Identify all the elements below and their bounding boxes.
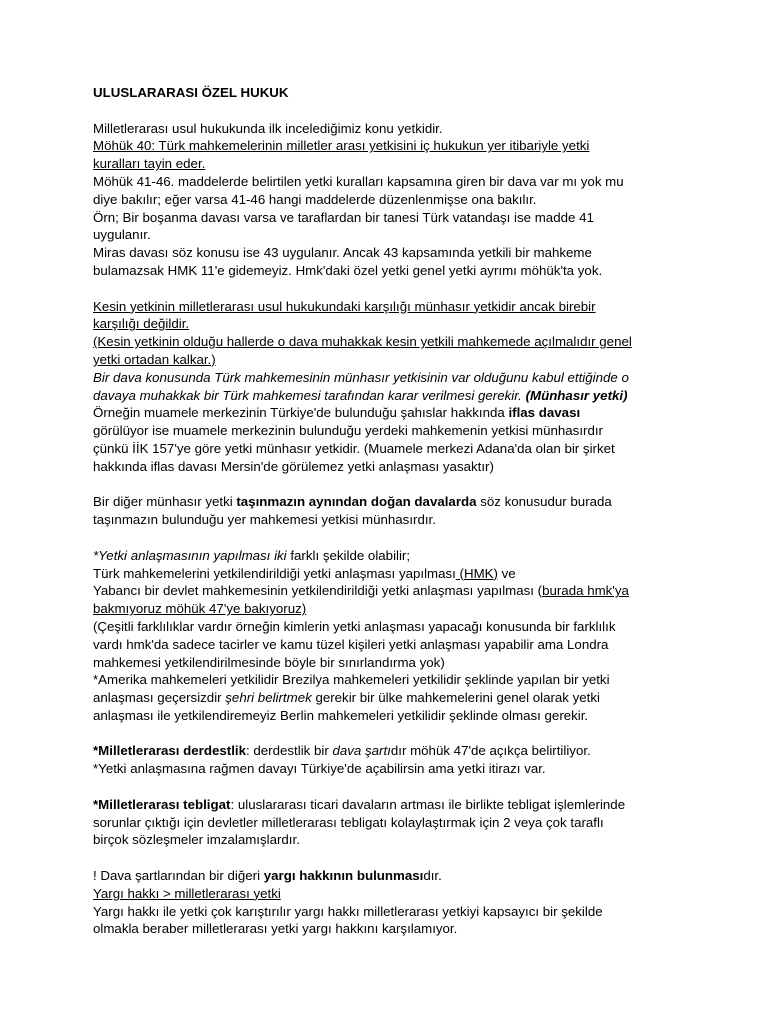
text-line	[93, 689, 728, 707]
text-line: birçok sözleşmeler imzalamışlardır.	[93, 832, 300, 848]
text-span: ve	[497, 565, 516, 581]
underlined-text: burada hmk'ya	[542, 583, 629, 599]
spacer	[93, 476, 728, 494]
text-span: gerekir bir ülke mahkemelerini genel olarak yetki	[311, 690, 600, 706]
text-line: sorunlar çıktığı için devletler milletlerarası tebligatı kolaylaştırmak için 2 veya çok taraflı	[93, 814, 604, 830]
italic-text: şehri belirtmek	[225, 690, 312, 706]
text-span: farklı şekilde olabilir;	[286, 547, 411, 563]
text-span: Yabancı bir devlet mahkemesinin yetkilendirildiği yetki anlaşması yapılması (	[93, 583, 543, 599]
text-line	[93, 565, 728, 583]
text-span: : derdestlik bir	[246, 743, 333, 759]
bold-text: iflas davası	[508, 405, 581, 421]
text-line: bulamazsak HMK 11'e gidemeyiz. Hmk'daki özel yetki genel yetki ayrımı möhük'ta yok.	[93, 262, 603, 278]
text-line: Yargı hakkı ile yetki çok karıştırılır yargı hakkı milletlerarası yetkiyi kapsayıcı bir şekilde	[93, 903, 603, 919]
text-line: taşınmazın bulunduğu yer mahkemesi yetkisi münhasırdır.	[93, 512, 436, 528]
text-line: Möhük 41-46. maddelerde belirtilen yetki kuralları kapsamına giren bir dava var mı yok mu	[93, 173, 624, 189]
text-line-underlined: bakmıyoruz möhük 47'ye bakıyoruz)	[93, 601, 307, 617]
text-line: *Yetki anlaşmasına rağmen davayı Türkiye'de açabilirsin ama yetki itirazı var.	[93, 761, 546, 777]
spacer	[93, 529, 728, 547]
text-line	[93, 742, 728, 760]
italic-text: davaya muhakkak bir Türk mahkemesi tarafından karar verilmesi gerekir.	[93, 387, 526, 403]
text-line: hakkında iflas davası Mersin'de görülemez yetki anlaşması yasaktır)	[93, 458, 494, 474]
paragraph-jurisdiction-intro	[93, 120, 728, 280]
paragraph-real-estate	[93, 493, 728, 529]
spacer	[93, 849, 728, 867]
paragraph-jurisdiction-agreement	[93, 547, 728, 725]
paragraph-exclusive-jurisdiction	[93, 298, 728, 476]
text-line	[93, 582, 728, 600]
text-span: dır möhük 47'de açıkça belirtiliyor.	[390, 743, 591, 759]
text-line	[93, 387, 728, 405]
spacer	[93, 280, 728, 298]
spacer	[93, 778, 728, 796]
text-line: görülüyor ise muamele merkezinin bulunduğu yerdeki mahkemenin yetkisi münhasırdır	[93, 423, 603, 439]
paragraph-service-of-process	[93, 796, 728, 849]
text-line	[93, 796, 728, 814]
text-line	[93, 547, 728, 565]
text-line-underlined: (Kesin yetkinin olduğu hallerde o dava muhakkak kesin yetkili mahkemede açılmalıdır genel	[93, 334, 632, 350]
text-line: anlaşması ile yetkilendiremeyiz Berlin mahkemeleri yetkilidir şeklinde olması gerekir.	[93, 707, 589, 723]
text-line: çünkü İİK 157'ye göre yetki münhasır yetkidir. (Muamele merkezi Adana'da olan bir şirket	[93, 440, 615, 456]
bold-text: *Milletlerarası derdestlik	[93, 743, 246, 759]
text-line-underlined: Möhük 40: Türk mahkemelerinin milletler arası yetkisini iç hukukun yer itibariyle yetki	[93, 138, 590, 154]
text-span: dır.	[423, 868, 442, 884]
text-line	[93, 493, 728, 511]
text-span: Örneğin muamele merkezinin Türkiye'de bulunduğu şahıslar hakkında	[93, 405, 509, 421]
text-line: Miras davası söz konusu ise 43 uygulanır. Ancak 43 kapsamında yetkili bir mahkeme	[93, 245, 592, 261]
italic-text: *Yetki anlaşmasının yapılması iki	[93, 547, 287, 563]
text-line: mahkemesi yetkilendirilmesinde böyle bir sınırlandırma yok)	[93, 654, 445, 670]
text-line-underlined: yetki ortadan kalkar.)	[93, 351, 216, 367]
text-span: : uluslararası ticari davaların artması ile birlikte tebligat işlemlerinde	[230, 796, 626, 812]
paragraph-lis-pendens	[93, 742, 728, 778]
text-span: anlaşması geçersizdir	[93, 690, 226, 706]
text-line-underlined: Yargı hakkı > milletlerarası yetki	[93, 885, 281, 901]
text-line-italic: Bir dava konusunda Türk mahkemesinin münhasır yetkisinin var olduğunu kabul ettiğinde o	[93, 369, 629, 385]
text-span: Bir diğer münhasır yetki	[93, 494, 237, 510]
text-line	[93, 404, 728, 422]
text-line-underlined: kuralları tayin eder.	[93, 156, 206, 172]
bold-text: taşınmazın aynından doğan davalarda	[236, 494, 477, 510]
document-title: ULUSLARARASI ÖZEL HUKUK	[93, 85, 289, 100]
text-line: Milletlerarası usul hukukunda ilk incelediğimiz konu yetkidir.	[93, 120, 443, 136]
text-line: *Amerika mahkemeleri yetkilidir Brezilya mahkemeleri yetkilidir şeklinde yapılan bir yetki	[93, 672, 610, 688]
spacer	[93, 102, 728, 120]
text-line: uygulanır.	[93, 227, 151, 243]
text-line-underlined: Kesin yetkinin milletlerarası usul hukukundaki karşılığı münhasır yetkidir ancak birebir	[93, 298, 596, 314]
paragraph-jurisdiction-right	[93, 867, 728, 938]
underlined-text: (HMK)	[455, 565, 498, 581]
bold-italic-text: (Münhasır yetki)	[525, 387, 628, 403]
text-line: diye bakılır; eğer varsa 41-46 hangi maddelerde düzenlenmişse ona bakılır.	[93, 191, 537, 207]
text-line: olmakla beraber milletlerarası yetki yargı hakkını karşılamıyor.	[93, 921, 458, 937]
text-line: Örn; Bir boşanma davası varsa ve taraflardan bir tanesi Türk vatandaşı ise madde 41	[93, 209, 594, 225]
text-span: ! Dava şartlarından bir diğeri	[93, 868, 264, 884]
text-line: (Çeşitli farklılıklar vardır örneğin kimlerin yetki anlaşması yapacağı konusunda bir farklılık	[93, 618, 616, 634]
spacer	[93, 725, 728, 743]
text-line-underlined: karşılığı değildir.	[93, 316, 190, 332]
bold-text: yargı hakkının bulunması	[263, 868, 424, 884]
bold-text: *Milletlerarası tebligat	[93, 796, 231, 812]
text-span: Türk mahkemelerini yetkilendirildiği yetki anlaşması yapılması	[93, 565, 456, 581]
text-line	[93, 867, 728, 885]
text-line: vardı hmk'da sadece tacirler ve kamu tüzel kişileri yetki anlaşması yapabilir ama Londra	[93, 636, 609, 652]
text-span: söz konusudur burada	[476, 494, 612, 510]
italic-text: dava şartı	[332, 743, 391, 759]
